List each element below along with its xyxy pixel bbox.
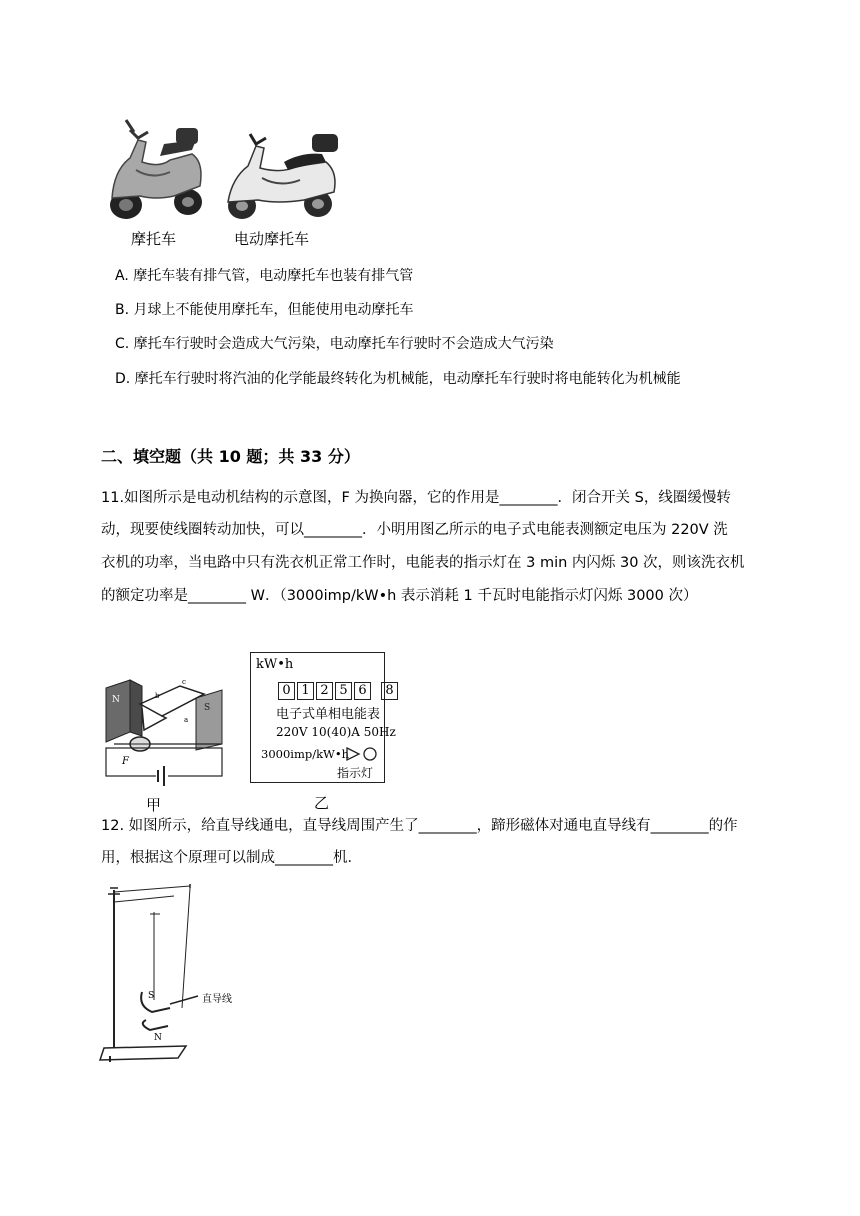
meter-name: 电子式单相电能表 — [276, 707, 381, 722]
option-c: C. 摩托车行驶时会造成大气污染，电动摩托车行驶时不会造成大气污染 — [115, 336, 554, 352]
meter-digit: 2 — [316, 682, 333, 700]
motorcycle-caption: 摩托车 — [131, 230, 177, 248]
meter-unit: kW•h — [256, 657, 294, 672]
option-a: A. 摩托车装有排气管，电动摩托车也装有排气管 — [115, 268, 414, 284]
svg-text:N: N — [112, 695, 120, 705]
section-title: 二、填空题（共 10 题；共 33 分） — [101, 447, 360, 466]
q11-line-3: 衣机的功率，当电路中只有洗衣机正常工作时，电能表的指示灯在 3 min 内闪烁 30 次，则该洗衣机 — [101, 555, 745, 571]
electric-meter-panel — [250, 652, 396, 783]
option-b: B. 月球上不能使用摩托车，但能使用电动摩托车 — [115, 302, 414, 318]
indicator-label: 指示灯 — [337, 766, 374, 780]
meter-digit: 8 — [381, 682, 398, 700]
motor-structure-diagram — [100, 672, 230, 792]
meter-digit: 0 — [278, 682, 295, 700]
label-F: F — [122, 756, 129, 767]
meter-digit: 5 — [335, 682, 352, 700]
q11-line-2: 动，现要使线圈转动加快，可以________．小明用图乙所示的电子式电能表测额定电压为 220V 洗 — [101, 522, 728, 538]
svg-text:a: a — [184, 716, 189, 724]
svg-text:S: S — [204, 703, 211, 713]
wire-magnet-experiment-figure — [98, 880, 248, 1064]
indicator-light-icon — [345, 746, 379, 762]
electric-motorcycle-caption: 电动摩托车 — [234, 230, 310, 248]
motorcycle-image — [100, 110, 210, 222]
option-d: D. 摩托车行驶时将汽油的化学能最终转化为机械能，电动摩托车行驶时将电能转化为机械能 — [115, 371, 681, 387]
svg-text:b: b — [155, 692, 160, 700]
q11-line-4: 的额定功率是________ W．（3000imp/kW•h 表示消耗 1 千瓦时电能指示灯闪烁 3000 次） — [101, 588, 698, 604]
pole-s-label: S — [148, 991, 155, 1001]
meter-digit: 1 — [297, 682, 314, 700]
figure-yi-caption: 乙 — [314, 794, 330, 812]
meter-digits — [278, 679, 400, 700]
meter-digit: 6 — [354, 682, 371, 700]
meter-spec: 220V 10(40)A 50Hz — [276, 725, 396, 739]
figure-jia-caption: 甲 — [146, 796, 162, 814]
electric-motorcycle-image — [222, 122, 342, 222]
pole-n-label: N — [154, 1033, 162, 1043]
q12-line-2: 用，根据这个原理可以制成________机． — [101, 850, 362, 866]
q11-line-1: 11.如图所示是电动机结构的示意图，F 为换向器，它的作用是________．闭合开关 S，线圈缓慢转 — [101, 490, 731, 506]
q12-line-1: 12. 如图所示，给直导线通电，直导线周围产生了________，蹄形磁体对通电直导线有________的作 — [101, 818, 738, 834]
meter-imp: 3000imp/kW•h — [261, 747, 350, 761]
wire-label: 直导线 — [202, 994, 232, 1005]
svg-text:c: c — [182, 678, 186, 686]
